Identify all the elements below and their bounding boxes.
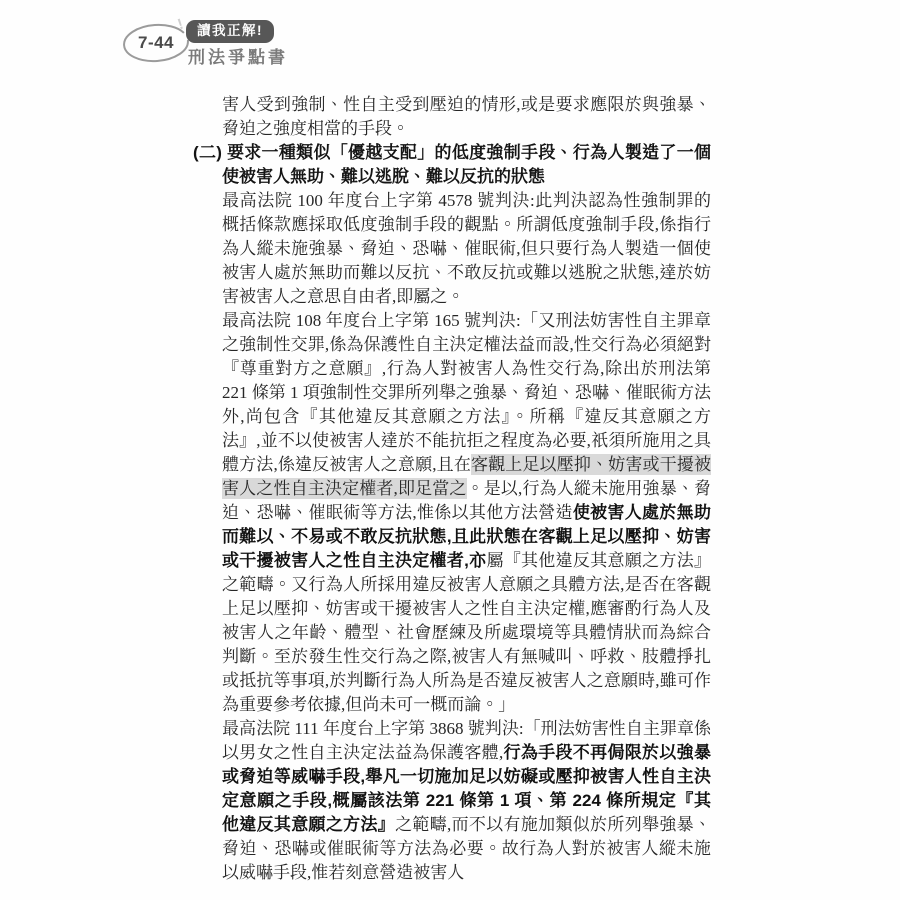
text-segment: 最高法院 108 年度台上字第 165 號判決:「又刑法妨害性自主罪章之強制性交罪,係為保護性自主決定權法益而設,性交行為必須絕對『尊重對方之意願』,行為人對被害人為性交行為,除出於刑法第 221 條第 1 項強制性交罪所列舉之強暴、脅迫、恐嚇、催眠術方法外,尚包含『其他違反其意願之方法』。所稱『違反其意願之方法』,並不以使被害人達於不能抗拒之程度為必要,祇須所施用之具體方法,係違反被害人之意願,且在 <box>222 311 711 474</box>
read-me-badge: 讀我正解! <box>186 20 274 43</box>
text-segment: 。是以,行為人縱未施用強暴、脅迫、恐嚇、催眠術等方法,惟係以其他方法營造 <box>222 479 711 522</box>
paragraph <box>222 189 711 309</box>
section-heading <box>193 141 712 189</box>
book-title: 刑法爭點書 <box>188 48 288 67</box>
page-body <box>193 93 712 885</box>
paragraph <box>222 93 711 141</box>
list-marker: (二) <box>193 143 227 162</box>
text-segment: 最高法院 100 年度台上字第 4578 號判決:此判決認為性強制罪的概括條款應採取低度強制手段的觀點。所謂低度強制手段,係指行為人縱未施強暴、脅迫、恐嚇、催眠術,但只要行為人製造一個使被害人處於無助而難以反抗、不敢反抗或難以逃脫之狀態,達於妨害被害人之意思自由者,即屬之。 <box>222 191 711 306</box>
text-segment: 屬『其他違反其意願之方法』之範疇。又行為人所採用違反被害人意願之具體方法,是否在客觀上足以壓抑、妨害或干擾被害人之性自主決定權,應審酌行為人及被害人之年齡、體型、社會歷練及所處環境等具體情狀而為綜合判斷。至於發生性交行為之際,被害人有無喊叫、呼救、肢體掙扎或抵抗等事項,於判斷行為人所為是否違反被害人之意願時,雖可作為重要參考依據,但尚未可一概而論。」 <box>222 551 711 714</box>
highlight-segment: 客觀上足以壓抑、妨害或干擾被害人之性自主決定權者,即足當之 <box>222 455 712 498</box>
text-segment: 要求一種類似「優越支配」的低度強制手段、行為人製造了一個使被害人無助、難以逃脫、難以反抗的狀態 <box>222 143 712 186</box>
text-segment: 害人受到強制、性自主受到壓迫的情形,或是要求應限於與強暴、脅迫之強度相當的手段。 <box>222 95 711 138</box>
paragraph <box>222 717 711 885</box>
exclaim-decoration-icon: ! <box>175 15 186 34</box>
bold-segment: 行為手段不再侷限於以強暴或脅迫等威嚇手段,舉凡一切施加足以妨礙或壓抑被害人性自主決定意願之手段,概屬該法第 221 條第 1 項、第 224 條所規定『其他違反其意願之方法』 <box>222 743 711 834</box>
text-segment: 之範疇,而不以有施加類似於所列舉強暴、脅迫、恐嚇或催眠術等方法為必要。故行為人對於被害人縱未施以威嚇手段,惟若刻意營造被害人 <box>222 815 711 882</box>
bold-segment: 使被害人處於無助而難以、不易或不敢反抗狀態,且此狀態在客觀上足以壓抑、妨害或干擾被害人之性自主決定權者,亦 <box>222 503 711 570</box>
text-segment: 最高法院 111 年度台上字第 3868 號判決:「刑法妨害性自主罪章係以男女之性自主決定法益為保護客體, <box>222 719 711 762</box>
paragraph <box>222 309 711 717</box>
page-number: 7-44 <box>137 33 175 52</box>
